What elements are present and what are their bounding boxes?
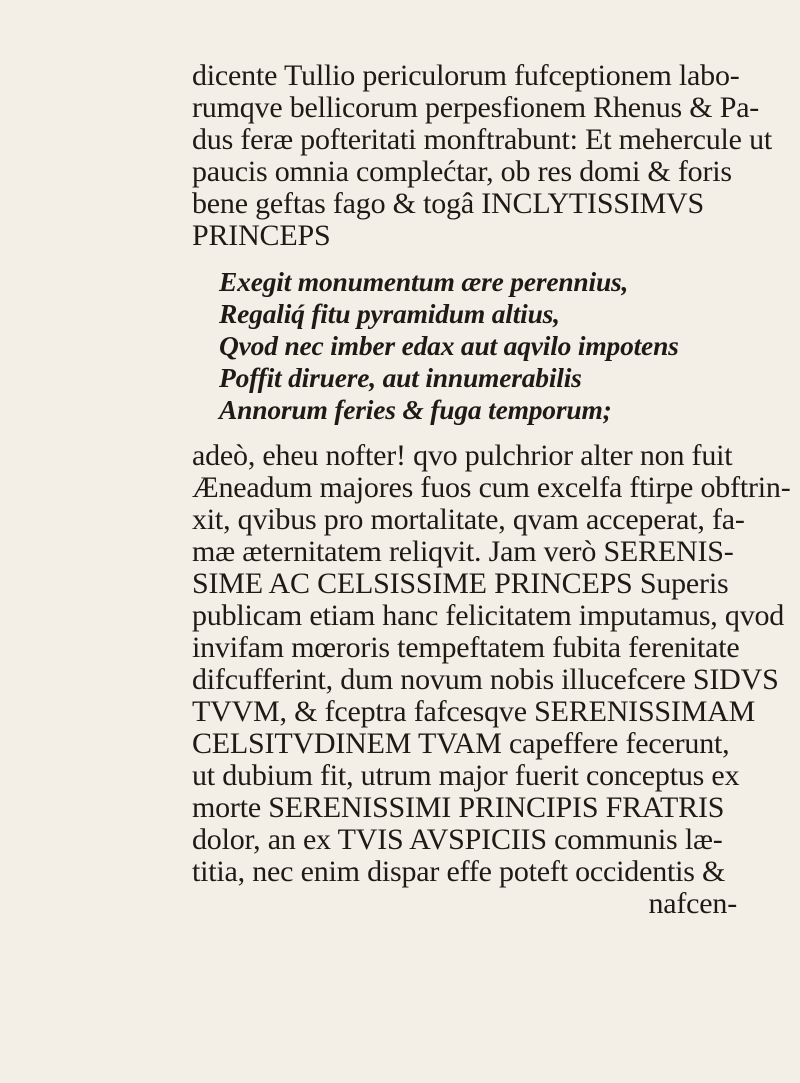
text-line: xit, qvibus pro mortalitate, qvam acceperat, fa- [192, 503, 745, 536]
verse-line: Exegit monumentum ære perennius, [219, 266, 629, 297]
text-line: Æneadum majores fuos cum excelfa ftirpe obftrin- [192, 471, 791, 504]
text-block-bottom [192, 439, 791, 920]
text-line: invifam mœroris tempeftatem fubita ferenitate [192, 631, 740, 664]
text-line: CELSITVDINEM TVAM capeffere fecerunt, [192, 727, 730, 760]
text-line: morte SERENISSIMI PRINCIPIS FRATRIS [192, 791, 725, 824]
text-line: paucis omnia complećtar, ob res domi & foris [192, 155, 732, 188]
text-line: publicam etiam hanc felicitatem imputamus, qvod [192, 599, 785, 632]
catchword: nafcen- [648, 887, 737, 920]
text-line: bene geftas fago & togâ INCLYTISSIMVS [192, 187, 705, 220]
verse-line: Regaliq́ fitu pyramidum altius, [219, 298, 560, 329]
text-line: SIME AC CELSISSIME PRINCEPS Superis [192, 567, 729, 600]
text-block-top [192, 59, 773, 252]
verse-line: Annorum feries & fuga temporum; [219, 394, 612, 425]
text-line: PRINCEPS [192, 219, 331, 252]
text-line: ut dubium fit, utrum major fuerit conceptus ex [192, 759, 740, 792]
verse-quotation [192, 266, 755, 426]
text-line: difcufferint, dum novum nobis illucefcere SIDVS [192, 663, 779, 696]
text-line: dicente Tullio periculorum fufceptionem labo- [192, 59, 740, 92]
verse-line: Poffit diruere, aut innumerabilis [219, 362, 582, 393]
text-line: dus feræ pofteritati monftrabunt: Et mehercule ut [192, 123, 773, 156]
text-line: titia, nec enim dispar effe poteft occidentis & [192, 855, 726, 888]
text-line: rumqve bellicorum perpesfionem Rhenus & Pa- [192, 91, 760, 124]
text-line: adeò, eheu nofter! qvo pulchrior alter non fuit [192, 439, 733, 472]
text-line: dolor, an ex TVIS AVSPICIIS communis læ- [192, 823, 723, 856]
text-line: TVVM, & fceptra fafcesqve SERENISSIMAM [192, 695, 756, 728]
text-line: mæ æternitatem reliqvit. Jam verò SERENIS- [192, 535, 734, 568]
verse-line: Qvod nec imber edax aut aqvilo impotens [219, 330, 679, 361]
